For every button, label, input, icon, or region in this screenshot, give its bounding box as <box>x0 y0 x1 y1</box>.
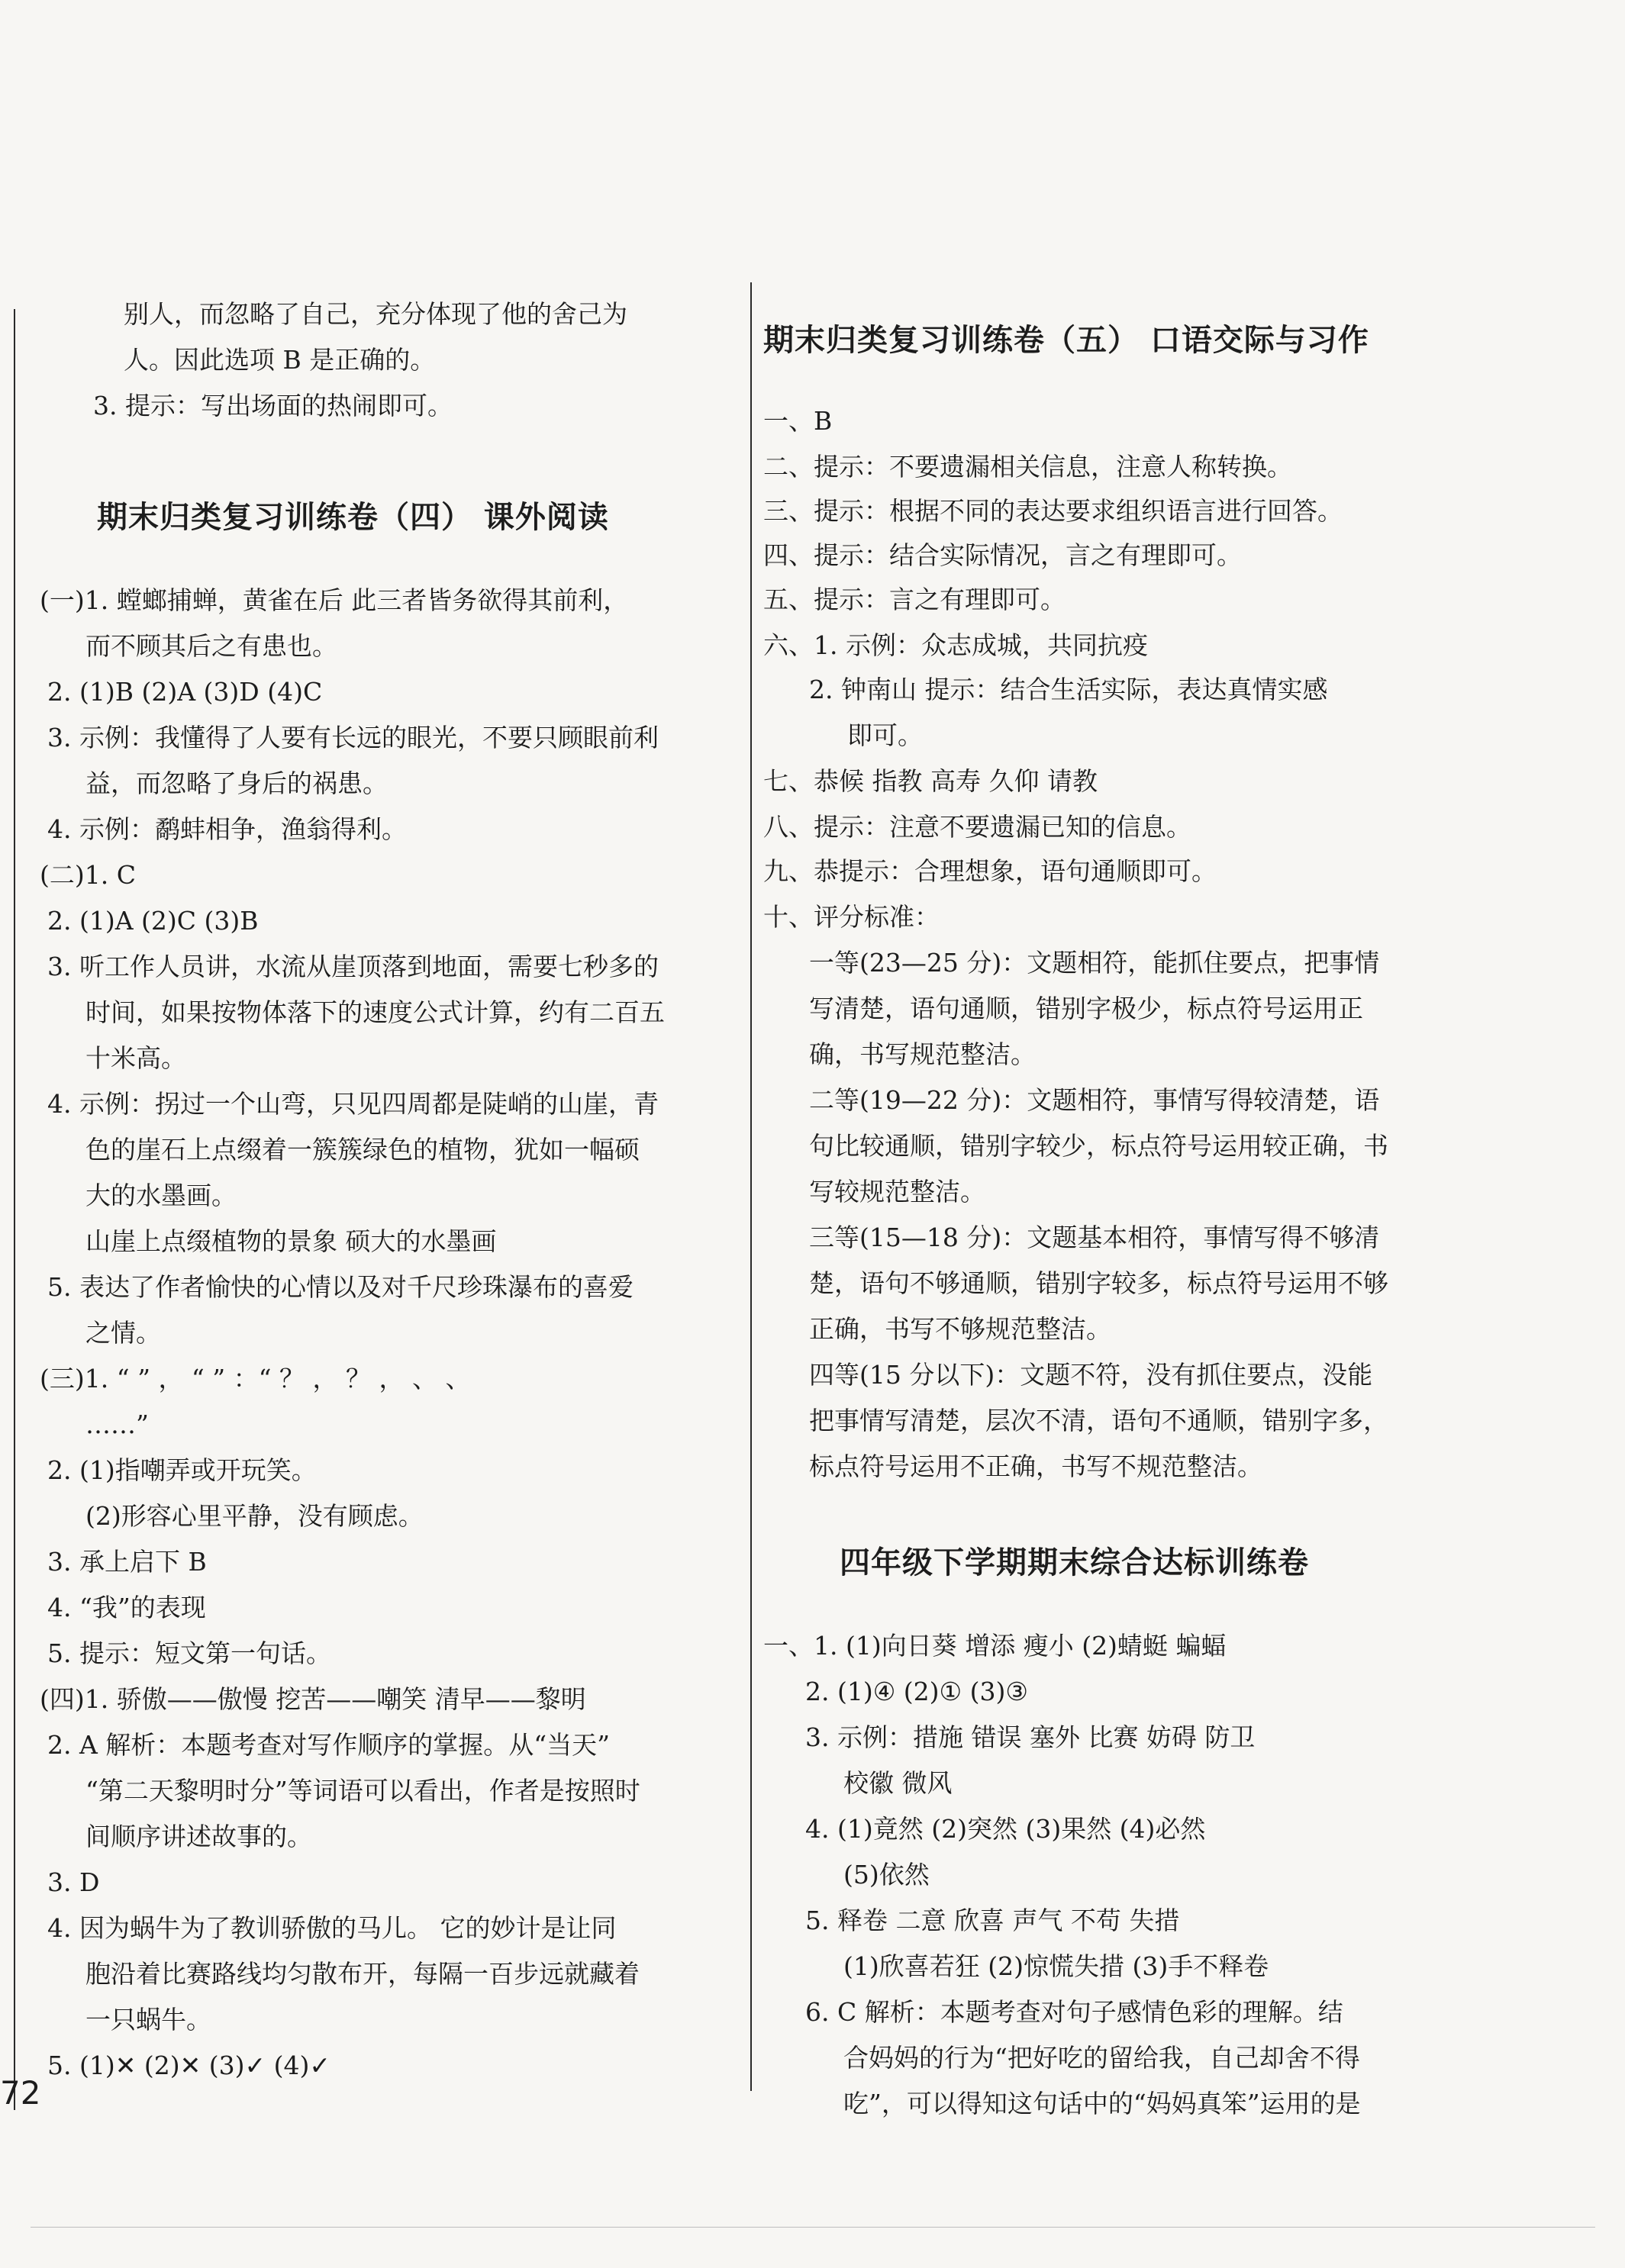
right-text-line: 2. 钟南山 提示：结合生活实际，表达真情实感 <box>809 675 1328 704</box>
right-text-line: 句比较通顺，错别字较少，标点符号运用较正确，书 <box>809 1131 1388 1161</box>
right-text-line: 一、B <box>763 406 833 436</box>
left-text-line: 2. (1)B (2)A (3)D (4)C <box>47 677 323 707</box>
left-margin-rule <box>14 309 15 2110</box>
page-number: 72 <box>0 2074 41 2112</box>
left-text-line: 大的水墨画。 <box>85 1181 237 1210</box>
right-text-line: 4. (1)竟然 (2)突然 (3)果然 (4)必然 <box>805 1814 1206 1844</box>
left-text-line: 十米高。 <box>85 1043 186 1073</box>
left-text-line: (二)1. C <box>40 860 136 890</box>
left-text-line: 2. A 解析：本题考查对写作顺序的掌握。从“当天” <box>47 1730 611 1760</box>
left-text-line: 人。因此选项 B 是正确的。 <box>124 345 436 375</box>
right-text-line: 正确，书写不够规范整洁。 <box>809 1314 1111 1344</box>
right-text-line: 楚，语句不够通顺，错别字较多，标点符号运用不够 <box>809 1268 1388 1298</box>
right-section-title: 期末归类复习训练卷（五） 口语交际与习作 <box>763 323 1369 358</box>
left-text-line: (四)1. 骄傲——傲慢 挖苦——嘲笑 清早——黎明 <box>40 1684 586 1714</box>
left-text-line: 5. 表达了作者愉快的心情以及对千尺珍珠瀑布的喜爱 <box>47 1272 634 1302</box>
left-text-line: 而不顾其后之有患也。 <box>85 631 337 661</box>
left-text-line: 别人，而忽略了自己，充分体现了他的舍己为 <box>124 299 627 329</box>
right-text-line: 七、恭候 指教 高寿 久仰 请教 <box>763 766 1098 796</box>
left-text-line: 4. “我”的表现 <box>47 1593 206 1622</box>
right-text-line: 一等(23—25 分)：文题相符，能抓住要点，把事情 <box>809 948 1380 978</box>
left-text-line: 时间，如果按物体落下的速度公式计算，约有二百五 <box>85 997 665 1027</box>
left-text-line: (2)形容心里平静，没有顾虑。 <box>85 1501 424 1531</box>
right-text-line: 即可。 <box>847 720 923 750</box>
left-text-line: 4. 因为蜗牛为了教训骄傲的马儿。 它的妙计是让同 <box>47 1913 617 1943</box>
right-text-line: 标点符号运用不正确，书写不规范整洁。 <box>809 1451 1262 1481</box>
left-text-line: ……” <box>85 1409 149 1439</box>
left-text-line: 色的崖石上点缀着一簇簇绿色的植物，犹如一幅硕 <box>85 1135 640 1165</box>
right-text-line: 四等(15 分以下)：文题不符，没有抓住要点，没能 <box>809 1360 1373 1390</box>
left-text-line: 益，而忽略了身后的祸患。 <box>85 768 388 798</box>
left-text-line: 3. 承上启下 B <box>47 1547 207 1577</box>
left-text-line: 2. (1)A (2)C (3)B <box>47 906 259 936</box>
left-text-line: 3. D <box>47 1867 100 1897</box>
right-section-title: 四年级下学期期末综合达标训练卷 <box>840 1545 1309 1580</box>
left-text-line: “第二天黎明时分”等词语可以看出，作者是按照时 <box>85 1776 640 1806</box>
right-text-line: 十、评分标准： <box>763 902 940 932</box>
left-text-line: (三)1. “ ” ， “ ” ：“ ？ ， ？ ， 、 、 <box>40 1364 471 1393</box>
right-text-line: 二、提示：不要遗漏相关信息，注意人称转换。 <box>763 452 1292 482</box>
right-text-line: 九、恭提示：合理想象，语句通顺即可。 <box>763 856 1217 886</box>
right-text-line: 八、提示：注意不要遗漏已知的信息。 <box>763 812 1191 842</box>
left-text-line: 之情。 <box>85 1318 161 1348</box>
right-text-line: (5)依然 <box>843 1860 930 1889</box>
right-text-line: 写清楚，语句通顺，错别字极少，标点符号运用正 <box>809 994 1363 1023</box>
right-text-line: 五、提示：言之有理即可。 <box>763 585 1066 614</box>
left-text-line: 5. (1)✕ (2)✕ (3)✓ (4)✓ <box>47 2051 331 2080</box>
right-text-line: 2. (1)④ (2)① (3)③ <box>805 1677 1028 1706</box>
left-text-line: 4. 示例：拐过一个山弯，只见四周都是陡峭的山崖，青 <box>47 1089 659 1119</box>
left-text-line: (一)1. 螳螂捕蝉，黄雀在后 此三者皆务欲得其前利， <box>40 585 629 615</box>
right-text-line: 三等(15—18 分)：文题基本相符，事情写得不够清 <box>809 1223 1380 1252</box>
right-text-line: 合妈妈的行为“把好吃的留给我，自己却舍不得 <box>843 2043 1360 2073</box>
left-text-line: 5. 提示：短文第一句话。 <box>47 1638 331 1668</box>
right-text-line: (1)欣喜若狂 (2)惊慌失措 (3)手不释卷 <box>843 1951 1269 1981</box>
right-text-line: 三、提示：根据不同的表达要求组织语言进行回答。 <box>763 496 1343 526</box>
right-text-line: 确，书写规范整洁。 <box>809 1039 1036 1069</box>
left-text-line: 一只蜗牛。 <box>85 2005 211 2034</box>
right-text-line: 写较规范整洁。 <box>809 1177 985 1206</box>
left-section-title: 期末归类复习训练卷（四） 课外阅读 <box>97 500 609 535</box>
right-text-line: 5. 释卷 二意 欣喜 声气 不苟 失措 <box>805 1906 1180 1935</box>
left-text-line: 间顺序讲述故事的。 <box>85 1822 312 1851</box>
left-text-line: 2. (1)指嘲弄或开玩笑。 <box>47 1455 317 1485</box>
right-text-line: 一、1. (1)向日葵 增添 瘦小 (2)蜻蜓 蝙蝠 <box>763 1631 1227 1661</box>
right-text-line: 把事情写清楚，层次不清，语句不通顺，错别字多， <box>809 1406 1388 1435</box>
column-divider <box>750 282 752 2091</box>
left-text-line: 3. 提示：写出场面的热闹即可。 <box>93 391 453 420</box>
right-text-line: 3. 示例：措施 错误 塞外 比赛 妨碍 防卫 <box>805 1722 1256 1752</box>
bottom-rule <box>31 2227 1595 2228</box>
left-text-line: 胞沿着比赛路线均匀散布开，每隔一百步远就藏着 <box>85 1959 640 1989</box>
right-text-line: 吃”，可以得知这句话中的“妈妈真笨”运用的是 <box>843 2089 1361 2118</box>
left-text-line: 4. 示例：鹬蚌相争，渔翁得利。 <box>47 814 407 844</box>
right-text-line: 6. C 解析：本题考查对句子感情色彩的理解。结 <box>805 1997 1343 2027</box>
left-text-line: 山崖上点缀植物的景象 硕大的水墨画 <box>85 1226 497 1256</box>
right-text-line: 六、1. 示例：众志成城，共同抗疫 <box>763 630 1148 660</box>
right-text-line: 校徽 微风 <box>843 1768 953 1798</box>
right-text-line: 二等(19—22 分)：文题相符，事情写得较清楚，语 <box>809 1085 1380 1115</box>
left-text-line: 3. 听工作人员讲，水流从崖顶落到地面，需要七秒多的 <box>47 952 659 981</box>
right-text-line: 四、提示：结合实际情况，言之有理即可。 <box>763 540 1242 570</box>
left-text-line: 3. 示例：我懂得了人要有长远的眼光，不要只顾眼前利 <box>47 723 659 752</box>
